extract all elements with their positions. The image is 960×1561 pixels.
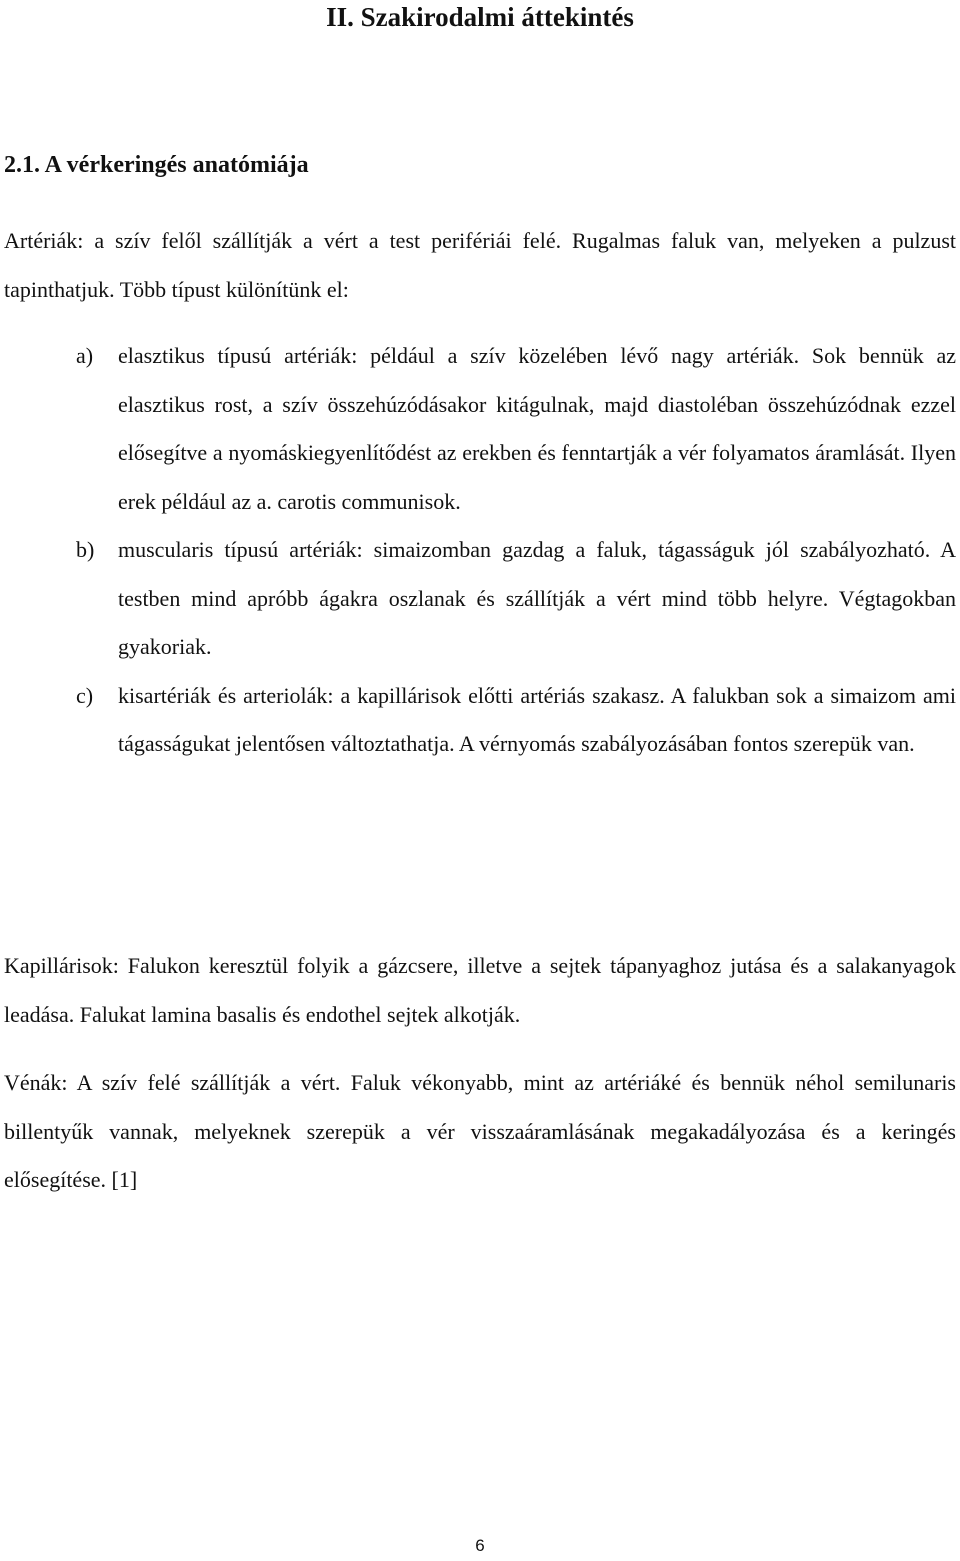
list-marker: a) (76, 343, 94, 368)
list-item (4, 672, 956, 769)
list-item-text: elasztikus típusú artériák: például a szív közelében lévő nagy artériák. Sok bennük az elasztikus rost, a szív összehúzódásakor kitágulnak, majd diastoléban összehúzódnak ezzel elősegítve a nyomáskiegyenlítődést az erekben és fenntartják a vér folyamatos áramlását. Ilyen erek például az a. carotis communisok. (118, 343, 956, 514)
list-item-text: muscularis típusú artériák: simaizomban gazdag a faluk, tágasságuk jól szabályozható. A testben mind apróbb ágakra oszlanak és szállítják a vért mind több helyre. Végtagokban gyakoriak. (118, 537, 956, 659)
paragraph-capillaries: Kapillárisok: Falukon keresztül folyik a gázcsere, illetve a sejtek tápanyaghoz jutása és a salakanyagok leadása. Falukat lamina basalis és endothel sejtek alkotják. (4, 953, 956, 1027)
section-title: 2.1. A vérkeringés anatómiája (4, 152, 309, 178)
list-item (4, 332, 956, 526)
list-marker: c) (76, 682, 94, 708)
page-number: 6 (475, 1536, 485, 1555)
artery-types-list (4, 332, 956, 769)
list-item-text: kisartériák és arteriolák: a kapillárisok előtti artériás szakasz. A falukban sok a simaizom ami tágasságukat jelentősen változtathatja. A vérnyomás szabályozásában fontos szerepük van. (118, 682, 956, 756)
paragraph-veins: Vénák: A szív felé szállítják a vért. Faluk vékonyabb, mint az artériáké és bennük néhol semilunaris billentyűk vannak, melyeknek szerepük a vér visszaáramlásának megakadályozása és a keringés elősegítése. [1] (4, 1070, 956, 1192)
chapter-title: II. Szakirodalmi áttekintés (326, 2, 634, 32)
list-marker: b) (76, 537, 95, 562)
list-item (4, 526, 956, 672)
paragraph-arteries: Artériák: a szív felől szállítják a vért a test perifériái felé. Rugalmas faluk van, melyeken a pulzust tapinthatjuk. Több típust különítünk el: (4, 228, 956, 302)
